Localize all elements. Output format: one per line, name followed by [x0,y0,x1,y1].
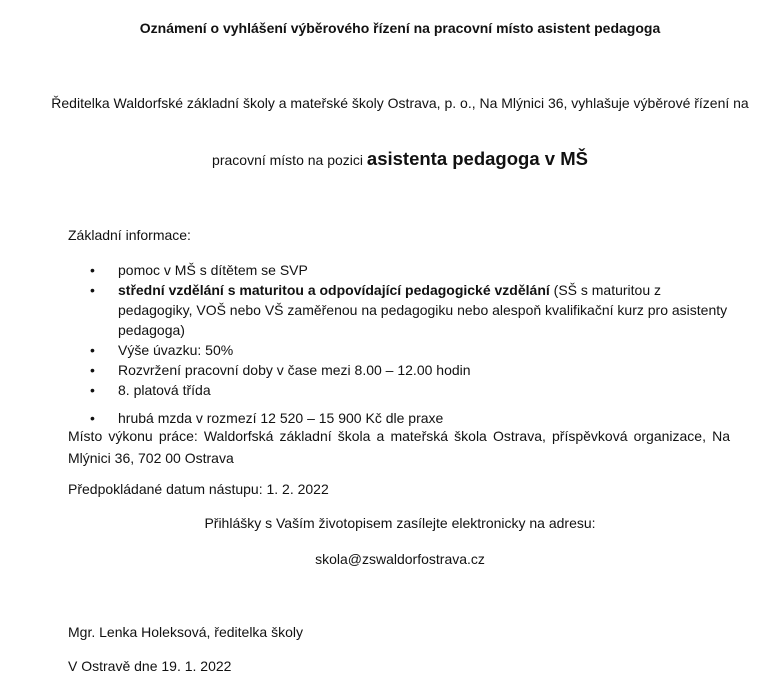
list-item-text: hrubá mzda v rozmezí 12 520 – 15 900 Kč dle praxe [118,410,444,426]
list-item [68,260,728,280]
list-item [68,280,728,340]
bullet-icon: • [90,382,95,398]
place-date: V Ostravě dne 19. 1. 2022 [68,658,232,674]
document-title: Oznámení o vyhlášení výběrového řízení na pracovní místo asistent pedagoga [139,20,661,36]
contact-email[interactable]: skola@zswaldorfostrava.cz [315,551,485,567]
list-item [68,340,728,360]
position-title: asistenta pedagoga v MŠ [366,148,588,169]
position-line [0,148,766,170]
list-item-bold-text: střední vzdělání s maturitou a odpovídající pedagogické vzdělání [118,282,550,298]
bullet-icon: • [90,262,95,278]
basic-info-label: Základní informace: [68,227,191,243]
list-item-text: pomoc v MŠ s dítětem se SVP [118,262,308,278]
bullet-icon: • [90,282,95,298]
list-item-text: (SŠ s maturitou z pedagogiky, VOŠ nebo VŠ zaměřenou na pedagogiku nebo alespoň kvalifikační kurz pro asistenty pedagoga) [118,282,728,338]
signature: Mgr. Lenka Holeksová, ředitelka školy [68,624,303,640]
start-date: Předpokládané datum nástupu: 1. 2. 2022 [68,481,329,497]
list-item-text: Výše úvazku: 50% [118,342,234,358]
list-item [68,360,728,380]
bullet-icon: • [90,342,95,358]
list-item-text: Rozvržení pracovní doby v čase mezi 8.00 – 12.00 hodin [118,362,471,378]
position-prefix: pracovní místo na pozici [212,152,367,168]
list-item [68,380,728,400]
workplace-paragraph: Místo výkonu práce: Waldorfská základní škola a mateřská škola Ostrava, příspěvková organizace, Na Mlýnici 36, 702 00 Ostrava [68,428,730,466]
intro-paragraph: Ředitelka Waldorfské základní školy a mateřské školy Ostrava, p. o., Na Mlýnici 36, vyhlašuje výběrové řízení na [51,95,749,111]
bullet-icon: • [90,362,95,378]
list-item-text: 8. platová třída [118,382,211,398]
bullet-icon: • [90,410,95,426]
info-list [68,260,728,428]
apply-instructions: Přihlášky s Vaším životopisem zasílejte elektronicky na adresu: [204,515,596,531]
